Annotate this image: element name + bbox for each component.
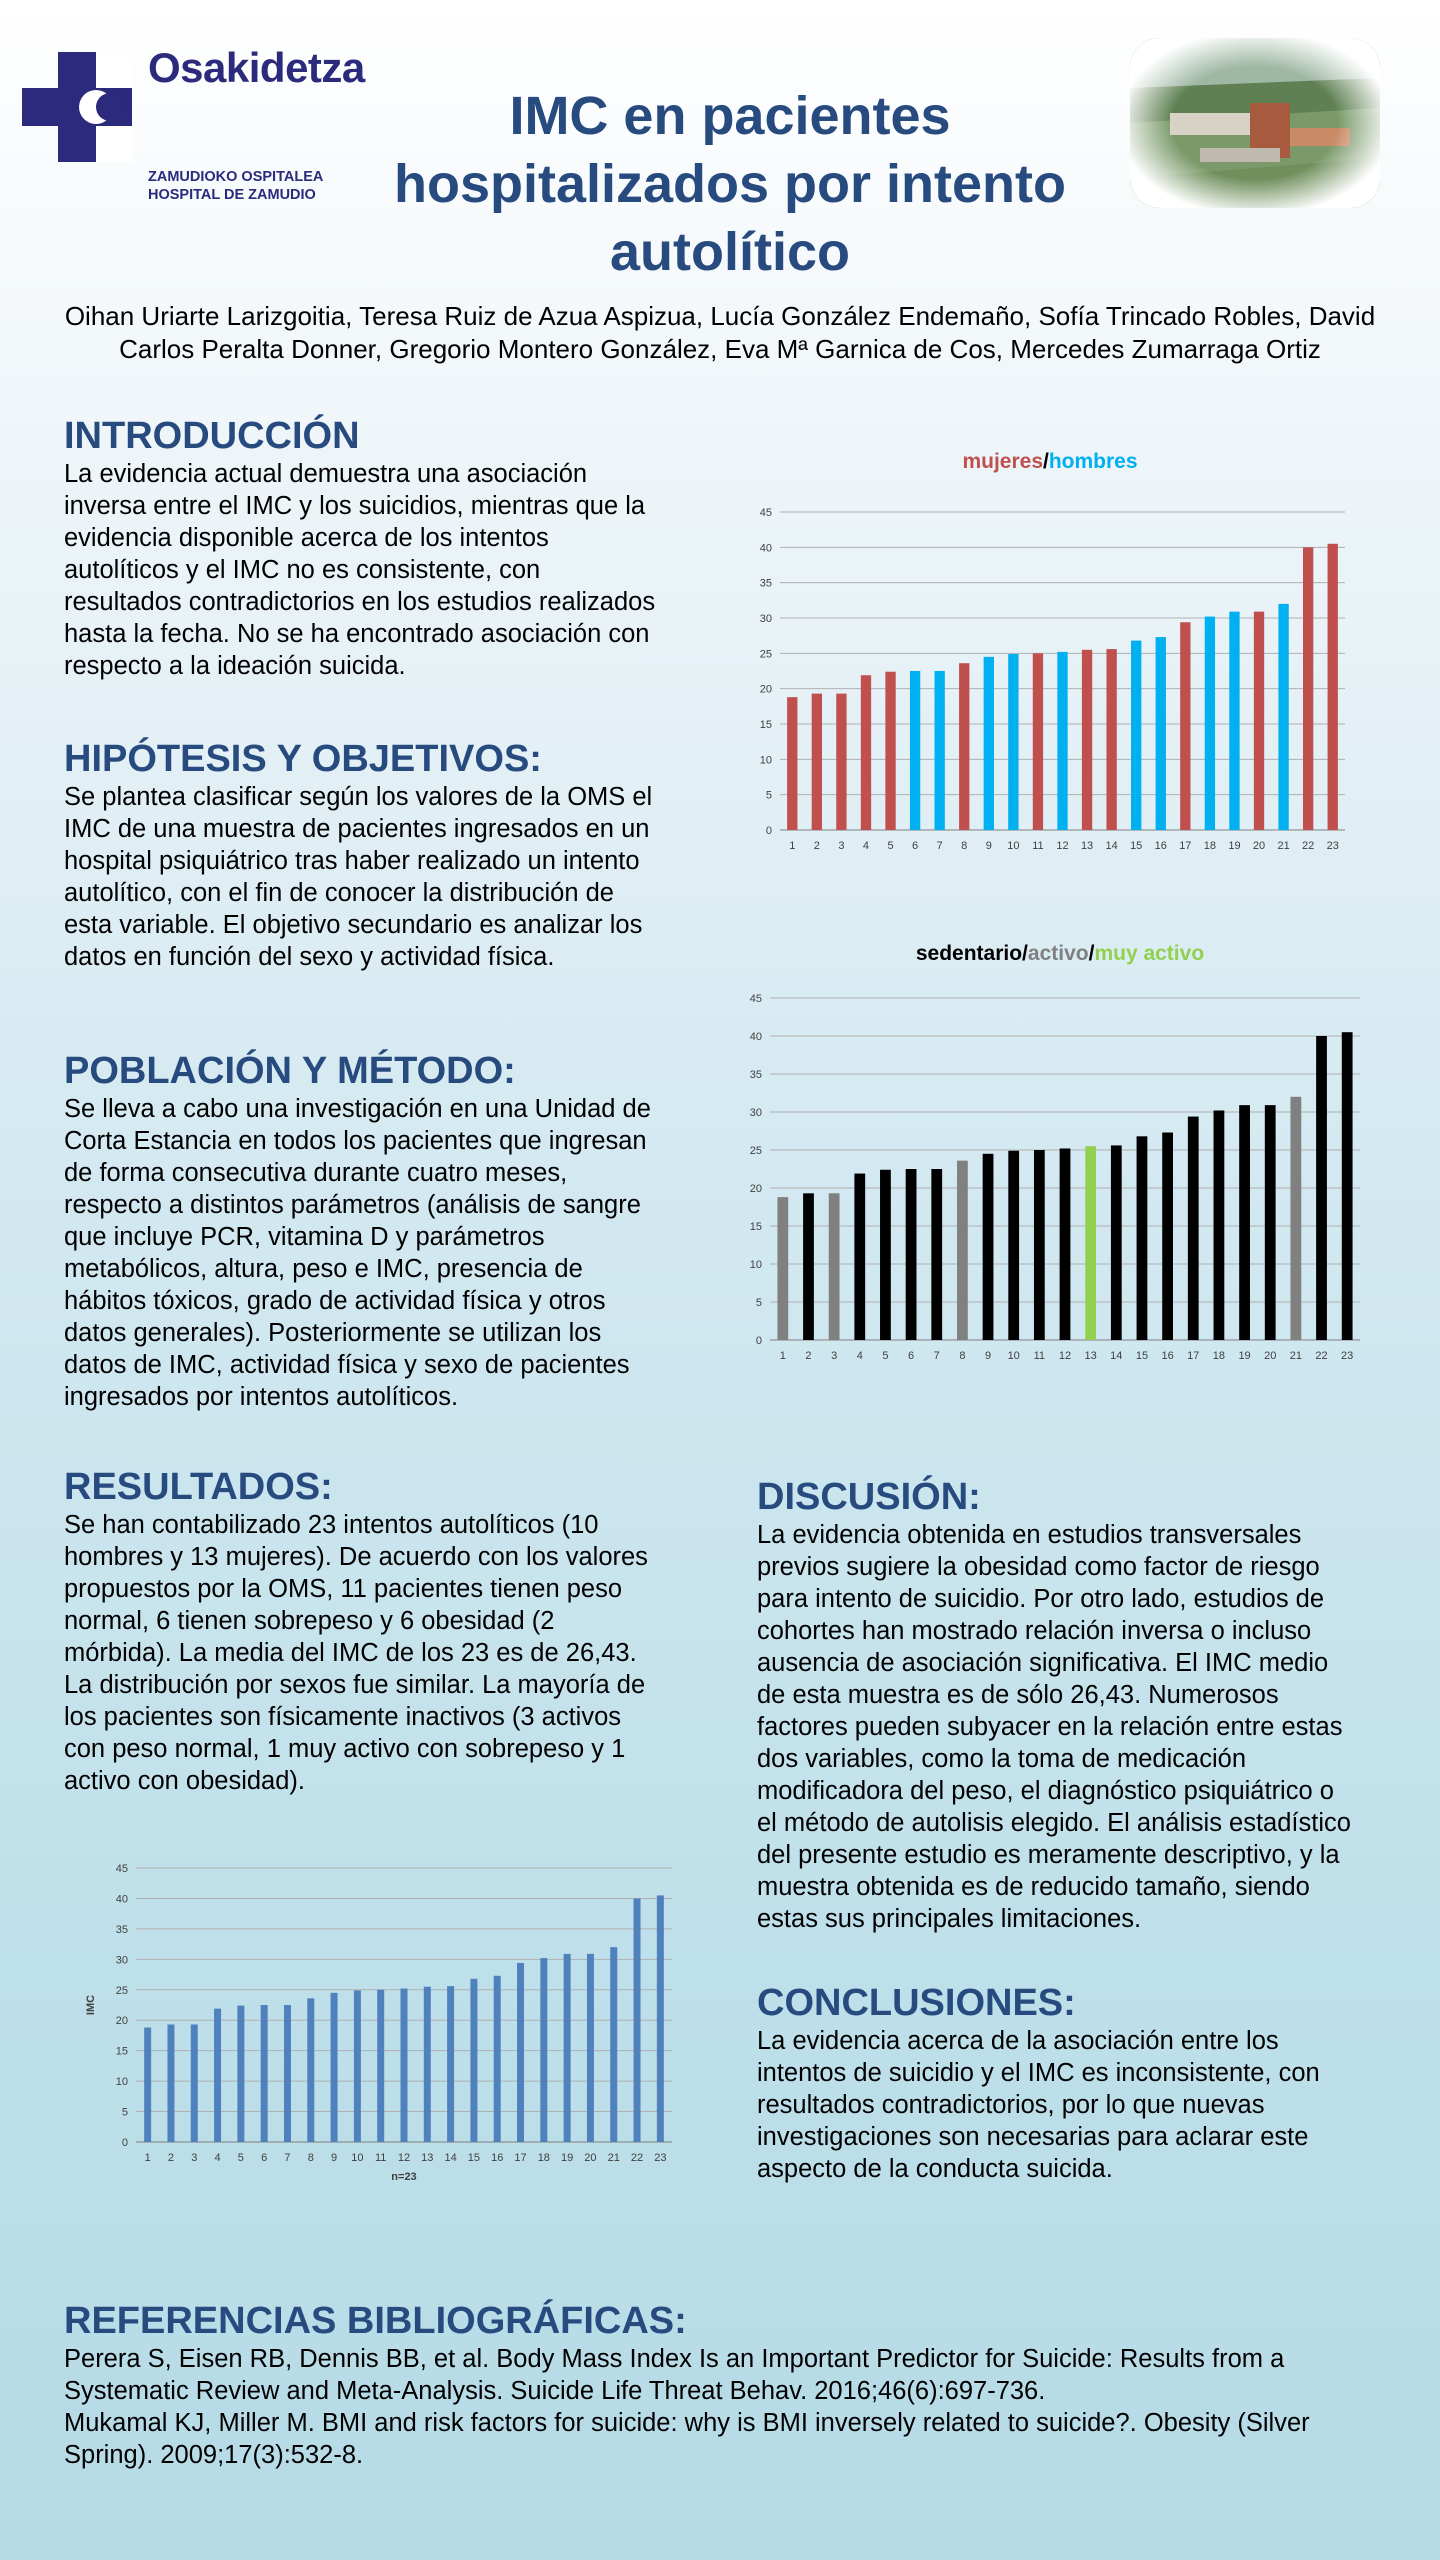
x-tick-label: 22: [630, 2152, 644, 2164]
section-heading: INTRODUCCIÓN: [64, 415, 360, 457]
bar: [401, 1989, 408, 2142]
y-tick-label: 20: [759, 683, 772, 696]
bar: [564, 1954, 571, 2142]
x-tick-label: 15: [467, 2152, 481, 2164]
section-heading: DISCUSIÓN:: [757, 1476, 981, 1518]
bar: [984, 657, 994, 830]
y-tick-label: 40: [115, 1893, 128, 1906]
section-text: Se han contabilizado 23 intentos autolíticos (10 hombres y 13 mujeres). De acuerdo con los valores propuestos por la OMS, 11 pacientes tienen peso normal, 6 tienen sobrepeso y 6 obesidad (2 mórbida). La media del IMC de los 23 es de 26,43. La distribución por sexos fue similar. La mayoría de los pacientes son físicamente inactivos (3 activos con peso normal, 1 muy activo con sobrepeso y 1 activo con obesidad).: [64, 1511, 648, 1795]
x-tick-label: 7: [936, 840, 943, 852]
bar-chart-imc: [80, 1850, 680, 2230]
bar: [610, 1947, 617, 2142]
bar: [494, 1976, 501, 2142]
bar: [1278, 604, 1288, 830]
section-heading: RESULTADOS:: [64, 1466, 333, 1508]
section-heading: POBLACIÓN Y MÉTODO:: [64, 1050, 516, 1092]
y-tick-label: 45: [115, 1863, 128, 1875]
x-tick-label: 2: [813, 840, 820, 852]
section-hipotesis: [64, 738, 664, 973]
section-text: Se lleva a cabo una investigación en una Unidad de Corta Estancia en todos los pacientes que ingresan de forma consecutiva durante cuatro meses, respecto a distintos parámetros (análisis de sangre que incluye PCR, vitamina D y parámetros metabólicos, altura, peso e IMC, presencia de hábitos tóxicos, grado de actividad física y otros datos generales). Posteriormente se utilizan los datos de IMC, actividad física y sexo de pacientes ingresados por intentos autolíticos.: [64, 1095, 651, 1411]
section-heading: REFERENCIAS BIBLIOGRÁFICAS:: [64, 2300, 687, 2342]
bar: [854, 1174, 865, 1340]
bar: [880, 1170, 891, 1340]
y-tick-label: 15: [115, 2045, 128, 2058]
x-tick-label: 9: [985, 840, 992, 852]
bar-chart-sexo: [740, 474, 1360, 864]
bar: [1328, 544, 1338, 830]
bar: [167, 2024, 174, 2142]
x-tick-label: 4: [856, 1350, 863, 1362]
x-tick-label: 9: [984, 1350, 992, 1362]
bar: [1342, 1032, 1353, 1340]
section-referencias: [64, 2300, 1374, 2471]
bar: [1162, 1133, 1173, 1340]
x-tick-label: 8: [959, 1350, 966, 1362]
chart-actividad: [740, 942, 1380, 1391]
y-tick-label: 15: [759, 719, 772, 731]
logo-name: Osakidetza: [148, 44, 365, 91]
bar: [836, 694, 846, 830]
section-text: La evidencia obtenida en estudios transversales previos sugiere la obesidad como factor de riesgo para intento de suicidio. Por otro lado, estudios de cohortes han mostrado relación inversa o incluso ausencia de asociación significativa. El IMC medio de esta muestra es de sólo 26,43. Numerosos factores pueden subyacer en la relación entre estas dos variables, como la toma de medicación modificadora del peso, el diagnóstico psiquiátrico o el método de autolisis elegido. El análisis estadístico del presente estudio es meramente descriptivo, y la muestra obtenida es de reducido tamaño, siendo estas sus principales limitaciones.: [757, 1521, 1351, 1933]
x-tick-label: 19: [1228, 840, 1241, 852]
bar: [587, 1954, 594, 2142]
bar: [634, 1898, 641, 2142]
bar: [1060, 1148, 1071, 1340]
hospital-aerial-photo: [1130, 38, 1380, 208]
reference-item: Mukamal KJ, Miller M. BMI and risk factors for suicide: why is BMI inversely related to suicide?. Obesity (Silver Spring). 2009;17(3):532-8.: [64, 2409, 1310, 2469]
bar: [787, 697, 797, 830]
x-tick-label: 16: [1161, 1350, 1174, 1362]
y-tick-label: 35: [749, 1069, 762, 1081]
y-tick-label: 40: [759, 542, 772, 555]
bar: [812, 694, 822, 830]
hospital-name: ZAMUDIOKO OSPITALEA HOSPITAL DE ZAMUDIO: [148, 169, 324, 203]
bar: [1137, 1136, 1148, 1340]
bar: [1156, 637, 1166, 830]
bar-chart-actividad: [740, 966, 1380, 1386]
x-tick-label: 2: [805, 1350, 812, 1362]
y-tick-label: 10: [115, 2076, 128, 2089]
x-tick-label: 14: [444, 2152, 457, 2164]
bar: [931, 1169, 942, 1340]
bar: [1111, 1145, 1122, 1340]
section-conclusiones: [757, 1982, 1357, 2185]
x-tick-label: 15: [1130, 840, 1143, 852]
x-tick-label: 10: [1007, 840, 1020, 852]
bar: [1085, 1146, 1096, 1340]
x-tick-label: 3: [831, 1350, 838, 1362]
poster-title: IMC en pacientes hospitalizados por intento autolítico: [394, 86, 1066, 282]
x-tick-label: 13: [1084, 1350, 1097, 1362]
x-tick-label: 4: [214, 2152, 221, 2164]
x-tick-label: 1: [779, 1350, 786, 1362]
x-tick-label: 12: [1058, 1350, 1072, 1362]
bar: [885, 672, 895, 830]
y-axis-label: IMC: [85, 1994, 97, 2016]
bar: [1082, 650, 1092, 830]
x-tick-label: 6: [261, 2152, 268, 2164]
x-tick-label: 23: [1326, 840, 1339, 852]
chart-imc: [80, 1850, 680, 2235]
x-tick-label: 1: [144, 2152, 151, 2164]
x-tick-label: 7: [284, 2152, 291, 2164]
bar: [1303, 547, 1313, 830]
x-tick-label: 15: [1135, 1350, 1149, 1362]
y-tick-label: 30: [759, 613, 772, 625]
bar: [935, 671, 945, 830]
y-tick-label: 35: [759, 577, 772, 590]
x-tick-label: 18: [537, 2152, 550, 2164]
x-tick-label: 19: [561, 2152, 574, 2164]
y-tick-label: 35: [115, 1923, 128, 1936]
section-heading: CONCLUSIONES:: [757, 1982, 1076, 2024]
x-tick-label: 1: [789, 840, 796, 852]
x-tick-label: 22: [1315, 1350, 1328, 1362]
bar: [191, 2024, 198, 2142]
section-resultados: [64, 1466, 664, 1797]
x-tick-label: 20: [584, 2152, 597, 2164]
bar: [657, 1895, 664, 2142]
x-tick-label: 14: [1110, 1350, 1123, 1362]
x-tick-label: 13: [1080, 840, 1094, 852]
bar: [829, 1193, 840, 1340]
bar: [1106, 649, 1116, 830]
bar: [861, 675, 871, 830]
section-discusion: [757, 1476, 1357, 1935]
section-heading: HIPÓTESIS Y OBJETIVOS:: [64, 738, 542, 780]
bar: [261, 2005, 268, 2142]
x-tick-label: 11: [1032, 840, 1044, 852]
bar: [144, 2028, 151, 2142]
bar: [957, 1161, 968, 1340]
x-tick-label: 5: [887, 840, 894, 852]
x-tick-label: 21: [607, 2152, 620, 2164]
x-tick-label: 16: [1154, 840, 1167, 852]
x-tick-label: 12: [397, 2152, 411, 2164]
bar: [1205, 617, 1215, 830]
bar: [1316, 1036, 1327, 1340]
bar: [1239, 1105, 1250, 1340]
x-tick-label: 8: [961, 840, 968, 852]
section-introduccion: [64, 415, 664, 682]
bar: [1290, 1097, 1301, 1340]
x-tick-label: 6: [912, 840, 919, 852]
y-tick-label: 15: [749, 1221, 762, 1233]
chart-sexo: [740, 450, 1360, 869]
x-tick-label: 18: [1203, 840, 1217, 852]
x-tick-label: 11: [1033, 1350, 1046, 1362]
bar: [1188, 1117, 1199, 1340]
bar: [237, 2006, 244, 2142]
bar: [540, 1958, 547, 2142]
section-text: La evidencia actual demuestra una asociación inversa entre el IMC y los suicidios, mientras que la evidencia disponible acerca de los intentos autolíticos y el IMC no es consistente, con resultados contradictorios en los estudios realizados hasta la fecha. No se ha encontrado asociación con respecto a la ideación suicida.: [64, 460, 656, 680]
x-tick-label: 9: [331, 2152, 338, 2164]
x-tick-label: 20: [1252, 840, 1266, 852]
x-tick-label: 2: [167, 2152, 175, 2164]
y-tick-label: 25: [759, 648, 772, 661]
bar: [354, 1990, 361, 2142]
x-tick-label: 3: [191, 2152, 198, 2164]
bar: [983, 1154, 994, 1340]
y-tick-label: 25: [749, 1145, 762, 1157]
bar: [1180, 622, 1190, 830]
x-tick-label: 22: [1302, 840, 1315, 852]
bar: [1033, 653, 1043, 830]
x-tick-label: 16: [491, 2152, 504, 2164]
x-tick-label: 5: [237, 2152, 244, 2164]
bar: [910, 671, 920, 830]
y-tick-label: 20: [749, 1183, 762, 1195]
y-tick-label: 25: [115, 1984, 128, 1997]
x-axis-label: n=23: [391, 2171, 417, 2183]
y-tick-label: 0: [765, 825, 772, 837]
chart-title: mujeres/hombres: [962, 450, 1138, 473]
bar: [777, 1197, 788, 1340]
x-tick-label: 19: [1238, 1350, 1251, 1362]
x-tick-label: 12: [1056, 840, 1069, 852]
osakidetza-logo-icon: [22, 52, 132, 162]
bar: [470, 1979, 477, 2142]
x-tick-label: 13: [421, 2152, 434, 2164]
bar: [959, 663, 969, 830]
y-tick-label: 30: [749, 1107, 762, 1119]
x-tick-label: 4: [862, 840, 870, 852]
bar: [1131, 641, 1141, 830]
x-tick-label: 10: [351, 2152, 364, 2164]
x-tick-label: 8: [307, 2152, 314, 2164]
y-tick-label: 45: [759, 507, 772, 519]
y-tick-label: 5: [765, 789, 772, 802]
bar: [1214, 1110, 1225, 1340]
y-tick-label: 45: [749, 993, 762, 1005]
chart-title: sedentario/activo/muy activo: [915, 942, 1205, 965]
bar: [1057, 652, 1067, 830]
x-tick-label: 3: [838, 840, 845, 852]
y-tick-label: 0: [121, 2137, 128, 2149]
x-tick-label: 18: [1212, 1350, 1226, 1362]
y-tick-label: 40: [749, 1031, 762, 1043]
x-tick-label: 7: [933, 1350, 940, 1362]
bar: [1008, 1151, 1019, 1340]
bar: [1254, 612, 1264, 830]
y-tick-label: 10: [759, 754, 772, 767]
x-tick-label: 23: [1341, 1350, 1354, 1362]
y-tick-label: 5: [121, 2106, 128, 2119]
x-tick-label: 21: [1289, 1350, 1302, 1362]
section-poblacion: [64, 1050, 664, 1413]
reference-item: Perera S, Eisen RB, Dennis BB, et al. Body Mass Index Is an Important Predictor for Suicide: Results from a Systematic Review and Meta-Analysis. Suicide Life Threat Behav. 2016;46(6):697-736.: [64, 2345, 1285, 2405]
y-tick-label: 30: [115, 1954, 128, 1967]
bar: [803, 1193, 814, 1340]
bar: [424, 1987, 431, 2142]
bar: [906, 1169, 917, 1340]
x-tick-label: 23: [654, 2152, 667, 2164]
bar: [517, 1963, 524, 2142]
bar: [307, 1998, 314, 2142]
section-text: Se plantea clasificar según los valores de la OMS el IMC de una muestra de pacientes ingresados en un hospital psiquiátrico tras haber realizado un intento autolítico, con el fin de conocer la distribución de esta variable. El objetivo secundario es analizar los datos en función del sexo y actividad física.: [64, 783, 653, 971]
x-tick-label: 14: [1105, 840, 1118, 852]
bar: [1034, 1150, 1045, 1340]
section-text: La evidencia acerca de la asociación entre los intentos de suicidio y el IMC es inconsistente, con resultados contradictorios, por lo que nuevas investigaciones son necesarias para aclarar este aspecto de la conducta suicida.: [757, 2027, 1320, 2183]
bar: [447, 1986, 454, 2142]
x-tick-label: 17: [514, 2152, 527, 2164]
y-tick-label: 0: [755, 1335, 762, 1347]
x-tick-label: 20: [1264, 1350, 1277, 1362]
y-tick-label: 5: [755, 1297, 762, 1309]
bar: [1229, 612, 1239, 830]
bar: [1008, 654, 1018, 830]
x-tick-label: 5: [882, 1350, 889, 1362]
y-tick-label: 20: [115, 2015, 128, 2028]
x-tick-label: 17: [1179, 840, 1192, 852]
x-tick-label: 11: [374, 2152, 387, 2164]
y-tick-label: 10: [749, 1259, 762, 1271]
bar: [214, 2009, 221, 2142]
x-tick-label: 6: [908, 1350, 915, 1362]
bar: [331, 1993, 338, 2142]
bar: [1265, 1105, 1276, 1340]
x-tick-label: 17: [1187, 1350, 1200, 1362]
authors: Oihan Uriarte Larizgoitia, Teresa Ruiz de Azua Aspizua, Lucía González Endemaño, Sofía Trincado Robles, David Carlos Peralta Donner, Gregorio Montero González, Eva Mª Garnica de Cos, Mercedes Zumarraga Ortiz: [64, 301, 1376, 364]
bar: [377, 1990, 384, 2142]
bar: [284, 2005, 291, 2142]
x-tick-label: 21: [1277, 840, 1290, 852]
x-tick-label: 10: [1007, 1350, 1020, 1362]
